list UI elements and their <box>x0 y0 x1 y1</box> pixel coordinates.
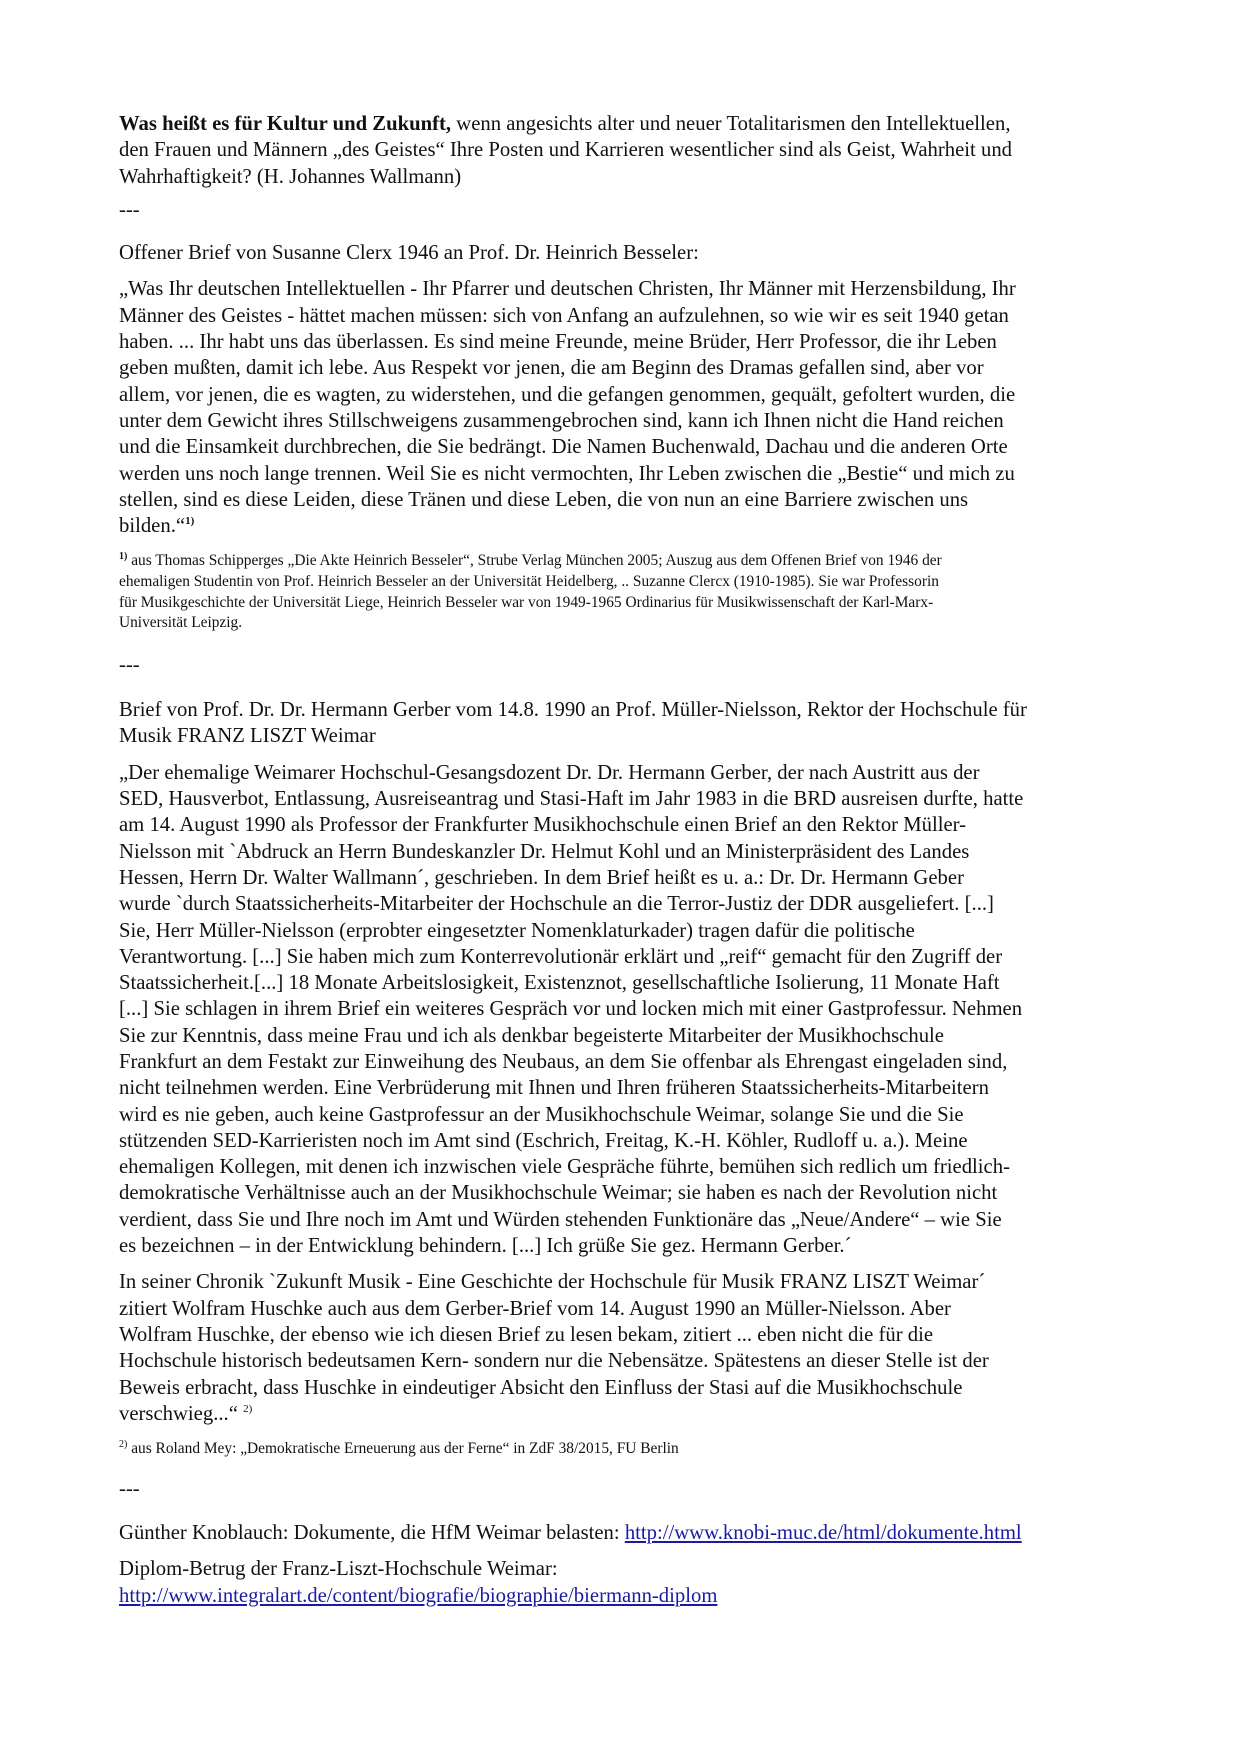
gerber-quote-line: verdient, dass Sie und Ihre noch im Amt und Würden stehenden Funktionäre das „Neue/Andere“ – wie Sie <box>119 1208 1002 1231</box>
clerx-quote-line: allem, vor jenen, die es wagten, zu widerstehen, und die gefangen genommen, gequält, gefoltert wurden, die <box>119 383 1016 406</box>
knoblauch-link[interactable]: http://www.knobi-muc.de/html/dokumente.html <box>624 1522 1022 1545</box>
gerber-quote-line: „Der ehemalige Weimarer Hochschul-Gesangsdozent Dr. Dr. Hermann Gerber, der nach Austritt aus der <box>119 761 980 784</box>
footnote-1-marker: 1) <box>119 551 128 563</box>
separator-3: --- <box>119 1477 140 1500</box>
gerber-quote-line: Verantwortung. [...] Sie haben mich zum Konterrevolutionär erklärt und „reif“ gemacht für den Zugriff der <box>119 945 1003 968</box>
clerx-quote-line: geben mußten, damit ich lebe. Aus Respekt vor jenen, die am Beginn des Dramas gefallen sind, aber vor <box>119 357 984 380</box>
gerber-heading-line: Musik FRANZ LISZT Weimar <box>119 725 376 748</box>
gerber-quote-line: es bezeichnen – in der Entwicklung behindern. [...] Ich grüße Sie gez. Hermann Gerber.´ <box>119 1235 852 1258</box>
knoblauch-paragraph <box>119 1520 1140 1546</box>
chronik-paragraph <box>119 1269 1140 1427</box>
intro-bold-lead: Was heißt es für Kultur und Zukunft, <box>119 113 452 135</box>
gerber-quote-line: wird es nie geben, auch keine Gastprofessur an der Musikhochschule Weimar, solange Sie und die Sie <box>119 1103 964 1126</box>
gerber-quote-line: SED, Hausverbot, Entlassung, Ausreiseantrag und Stasi-Haft im Jahr 1983 in die BRD ausreisen durfte, hatte <box>119 788 1024 811</box>
clerx-quote-line: stellen, sind es diese Leiden, diese Tränen und diese Leben, die von nun an eine Barriere zwischen uns <box>119 488 969 511</box>
gerber-quote <box>119 760 1140 1260</box>
footnote-1-line: für Musikgeschichte der Universität Liege, Heinrich Besseler war von 1949-1965 Ordinarius für Musikwissenschaft der Karl-Marx- <box>119 593 934 611</box>
clerx-quote-line: „Was Ihr deutschen Intellektuellen - Ihr Pfarrer und deutschen Christen, Ihr Männer mit Herzensbildung, Ihr <box>119 278 1016 301</box>
separator-1: --- <box>119 198 140 221</box>
clerx-quote-line: Männer des Geistes - hättet machen müssen: sich von Anfang an aufzulehnen, so wie wir es seit 1940 getan <box>119 304 1009 327</box>
chronik-line: Wolfram Huschke, der ebenso wie ich diesen Brief zu lesen bekam, zitiert ... eben nicht die für die <box>119 1323 934 1346</box>
gerber-quote-line: Sie zur Kenntnis, dass meine Frau und ich als denkbar begeisterte Mitarbeiter der Musikhochschule <box>119 1024 944 1047</box>
chronik-line: zitiert Wolfram Huschke auch aus dem Gerber-Brief vom 14. August 1990 an Müller-Nielsson. Aber <box>119 1297 951 1320</box>
gerber-quote-line: demokratische Verhältnisse auch an der Musikhochschule Weimar; sie haben es nach der Revolution nicht <box>119 1182 998 1205</box>
intro-paragraph <box>119 111 1140 190</box>
footnote-1-line <box>119 551 1140 572</box>
footnote-1-line: ehemaligen Studentin von Prof. Heinrich Besseler an der Universität Heidelberg, .. Suzanne Clercx (1910-1985). Sie war Professorin <box>119 573 939 591</box>
gerber-quote-line: ehemaligen Kollegen, mit denen ich inzwischen viele Gespräche führte, bemühen sich redlich um friedlich- <box>119 1156 1010 1179</box>
gerber-heading <box>119 697 1140 750</box>
chronik-last: verschwieg...“ <box>119 1402 244 1425</box>
footnote-reference-1: 1) <box>185 515 195 528</box>
gerber-quote-line: nicht teilnehmen werden. Eine Verbrüderung mit Ihnen und Ihren früheren Staatssicherheits-Mitarbeitern <box>119 1077 989 1100</box>
gerber-quote-line: Frankfurt an dem Festakt zur Einweihung des Neubaus, an dem Sie offenbar als Ehrengast eingeladen sind, <box>119 1050 1008 1073</box>
intro-line-3: Wahrhaftigkeit? (H. Johannes Wallmann) <box>119 165 462 188</box>
chronik-line: Beweis erbracht, dass Huschke in eindeutiger Absicht den Einfluss der Stasi auf die Musikhochschule <box>119 1376 963 1399</box>
footnote-2-line <box>119 1439 1140 1460</box>
clerx-quote-last: bilden.“ <box>119 515 186 538</box>
gerber-quote-line: Hessen, Herrn Dr. Walter Wallmann´, geschrieben. In dem Brief heißt es u. a.: Dr. Dr. Hermann Geber <box>119 866 964 889</box>
footnote-1-text: aus Thomas Schipperges „Die Akte Heinrich Besseler“, Strube Verlag München 2005; Auszug aus dem Offenen Brief von 1946 der <box>127 552 942 570</box>
clerx-quote-line: werden uns noch lange trennen. Weil Sie es nicht vermochten, Ihr Leben zwischen die „Bestie“ und mich zu <box>119 462 1015 485</box>
chronik-last-line <box>119 1401 1140 1427</box>
knoblauch-line <box>119 1520 1140 1546</box>
intro-line-1 <box>119 111 1140 137</box>
knoblauch-label: Günther Knoblauch: Dokumente, die HfM Weimar belasten: <box>119 1522 625 1545</box>
footnote-1-line: Universität Leipzig. <box>119 614 243 632</box>
footnote-reference-2: 2) <box>243 1402 253 1415</box>
clerx-quote-line: unter dem Gewicht ihres Stillschweigens zusammengebrochen sind, kann ich Ihnen nicht die Hand reichen <box>119 409 1004 432</box>
gerber-quote-line: Staatssicherheit.[...] 18 Monate Arbeitslosigkeit, Existenznot, gesellschaftliche Isolierung, 11 Monate Haft <box>119 972 1000 995</box>
intro-line-1-rest: wenn angesichts alter und neuer Totalitarismen den Intellektuellen, <box>451 113 1011 135</box>
intro-line-2: den Frauen und Männern „des Geistes“ Ihre Posten und Karrieren wesentlicher sind als Geist, Wahrheit und <box>119 139 1013 162</box>
clerx-quote-line: und die Einsamkeit durchbrechen, die Sie bedrängt. Die Namen Buchenwald, Dachau und die anderen Orte <box>119 436 1008 459</box>
gerber-quote-line: Sie, Herr Müller-Nielsson (erprobter eingesetzter Nomenklaturkader) tragen dafür die politische <box>119 919 915 942</box>
clerx-quote-last-line <box>119 513 1140 539</box>
separator-2: --- <box>119 653 140 676</box>
gerber-quote-line: [...] Sie schlagen in ihrem Brief ein weiteres Gespräch vor und locken mich mit einer Gastprofessur. Nehmen <box>119 998 1023 1021</box>
chronik-line: In seiner Chronik `Zukunft Musik - Eine Geschichte der Hochschule für Musik FRANZ LISZT Weimar´ <box>119 1271 986 1294</box>
clerx-quote-line: haben. ... Ihr habt uns das überlassen. Es sind meine Freunde, meine Brüder, Herr Professor, die ihr Leben <box>119 331 997 354</box>
gerber-heading-line: Brief von Prof. Dr. Dr. Hermann Gerber vom 14.8. 1990 an Prof. Müller-Nielsson, Rektor der Hochschule für <box>119 699 1027 722</box>
footnote-1 <box>119 551 1140 633</box>
footnote-2 <box>119 1439 1140 1460</box>
gerber-quote-line: Nielsson mit `Abdruck an Herrn Bundeskanzler Dr. Helmut Kohl und an Ministerpräsident des Landes <box>119 840 970 863</box>
diplom-paragraph <box>119 1556 1140 1609</box>
clerx-heading: Offener Brief von Susanne Clerx 1946 an Prof. Dr. Heinrich Besseler: <box>119 242 699 265</box>
footnote-2-text: aus Roland Mey: „Demokratische Erneuerung aus der Ferne“ in ZdF 38/2015, FU Berlin <box>127 1440 679 1458</box>
gerber-quote-line: wurde `durch Staatssicherheits-Mitarbeiter der Hochschule an die Terror-Justiz der DDR ausgeliefert. [...] <box>119 893 994 916</box>
footnote-2-marker: 2) <box>119 1439 128 1451</box>
gerber-quote-line: stützenden SED-Karrieristen noch im Amt sind (Eschrich, Freitag, K.-H. Köhler, Rudloff u. a.). Meine <box>119 1129 968 1152</box>
chronik-line: Hochschule historisch bedeutsamen Kern- sondern nur die Nebensätze. Spätestens an dieser Stelle ist der <box>119 1350 989 1373</box>
diplom-link-line <box>119 1583 1140 1609</box>
clerx-quote <box>119 276 1140 539</box>
gerber-quote-line: am 14. August 1990 als Professor der Frankfurter Musikhochschule einen Brief an den Rektor Müller- <box>119 814 967 837</box>
diplom-link[interactable]: http://www.integralart.de/content/biografie/biographie/biermann-diplom <box>119 1584 718 1607</box>
diplom-label: Diplom-Betrug der Franz-Liszt-Hochschule Weimar: <box>119 1558 558 1581</box>
